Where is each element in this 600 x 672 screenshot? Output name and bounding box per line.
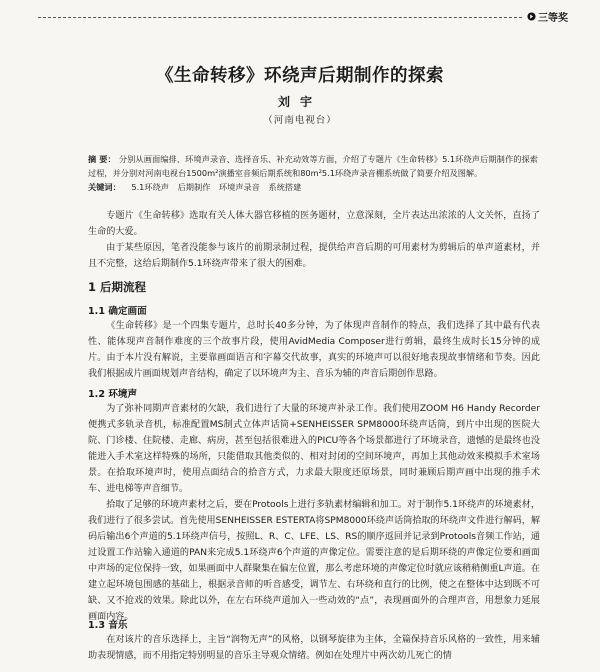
subsection-body bbox=[88, 632, 540, 664]
keyword: 系统搭建 bbox=[268, 182, 302, 192]
subsection-heading: 1.3 音乐 bbox=[88, 620, 128, 631]
section-badge-label: 三等奖 bbox=[538, 13, 568, 24]
abstract-text: 分别从画面编排、环境声录音、选择音乐、补充动效等方面，介绍了专题片《生命转移》5.1环绕声后期制作的探索过程，并分别对河南电视台1500m²演播室音频后期系统和80m²5.1环绕声录音棚系统做了简要介绍及图解。 bbox=[88, 154, 538, 178]
intro-paragraph: 由于某些原因，笔者没能参与该片的前期录制过程，提供给声音后期的可用素材为剪辑后的单声道素材，并且不完整，这给后期制作5.1环绕声带来了很大的困难。 bbox=[88, 243, 540, 269]
keyword: 5.1环绕声 bbox=[131, 182, 169, 192]
intro bbox=[88, 208, 540, 272]
keywords-label: 关键词： bbox=[88, 182, 121, 192]
author-name: 刘宇 bbox=[277, 95, 322, 109]
article-title: 《生命转移》环绕声后期制作的探索 bbox=[156, 66, 444, 86]
body-paragraph: 拾取了足够的环境声素材之后，要在Protools上进行多轨素材编辑和加工。对于制作5.1环绕声的环境素材，我们进行了很多尝试。首先使用SENHEISSER ESTERTA将SPM8000环绕声话筒拾取的环绕声文件进行解码，解码后输出6个声道的5.1环绕声信号，按照L、R、C、LFE、LS、RS的顺序返回并记录到Protools音频工作站，通过设置工作站输入通道的PAN来完成5.1环绕声6个声道的声像定位。需要注意的是后期环绕的声像定位要和画面中声场的定位保持一致，如果画面中人群聚集在偏左位置，那么考虑环境的声像定位时就应该稍稍侧重L声道。在建立起环境包围感的基础上，根据录音师的听音感受，调节左、右环绕和直行的比例，使之在整体中达到既不可缺、又不抢戏的效果。除此以外，在左右环绕声道加入一些动效的“点”，表现画面外的合理声音，用想象力延展画面内容。 bbox=[88, 500, 540, 622]
abstract-label: 摘 要： bbox=[88, 154, 116, 164]
keywords bbox=[88, 182, 538, 193]
body-paragraph: 为了弥补同期声音素材的欠缺，我们进行了大量的环境声补录工作。我们使用ZOOM H6 Handy Recorder便携式多轨录音机，标准配置MS制式立体声话筒+SENHEISSER SPM8000环绕声话筒，到片中出现的医院大院、门诊楼、住院楼、走廊、病房，甚至包括很难进入的PICU等各个场景都进行了环境录音，遗憾的是最终也没能进入手术室这样特殊的场所，只能借取其他类似的、相对封闭的空间环境声，再加上其他动效来模拟手术室场景。在拾取环境声时，使用点面结合的拾音方式，力求最大限度还原场景，同时兼顾后期声画中出现的推手术车、进电梯等声音细节。 bbox=[88, 404, 540, 494]
section-badge bbox=[523, 9, 568, 24]
author-affiliation: （河南电视台） bbox=[263, 115, 337, 126]
keyword: 环境声录音 bbox=[218, 182, 260, 192]
intro-paragraph: 专题片《生命转移》选取有关人体大器官移植的医务题材，立意深刻，全片表达出浓浓的人文关怀，直扬了生命的大爱。 bbox=[88, 211, 540, 237]
subsection-heading: 1.1 确定画面 bbox=[88, 306, 147, 317]
subsection-body bbox=[88, 318, 540, 382]
abstract bbox=[88, 152, 538, 180]
body-paragraph: 《生命转移》是一个四集专题片，总时长40多分钟，为了体现声音制作的特点，我们选择了其中最有代表性、能体现声音制作难度的三个故事片段，使用AvidMedia Composer进行剪辑，最终生成时长15分钟的成片。由于本片没有解说，主要靠画面语言和字幕交代故事，真实的环境声可以很好地表现故事情绪和节奏。因此我们根据成片画面规划声音结构，确定了以环境声为主、音乐为辅的声音后期创作思路。 bbox=[88, 321, 540, 379]
subsection-body bbox=[88, 401, 540, 625]
keyword: 后期制作 bbox=[177, 182, 211, 192]
circle-arrow-icon bbox=[527, 12, 536, 24]
header-rule bbox=[38, 17, 542, 18]
body-paragraph: 在对该片的音乐选择上，主旨“润物无声”的风格，以钢琴旋律为主体，全篇保持音乐风格的一致性，用来辅助表现情感，而不用指定特别明显的音乐主导观众情绪。例如在处理片中两次幼儿死亡的情 bbox=[88, 635, 540, 661]
subsection-heading: 1.2 环境声 bbox=[88, 389, 138, 400]
section-heading: 1 后期流程 bbox=[88, 280, 147, 294]
